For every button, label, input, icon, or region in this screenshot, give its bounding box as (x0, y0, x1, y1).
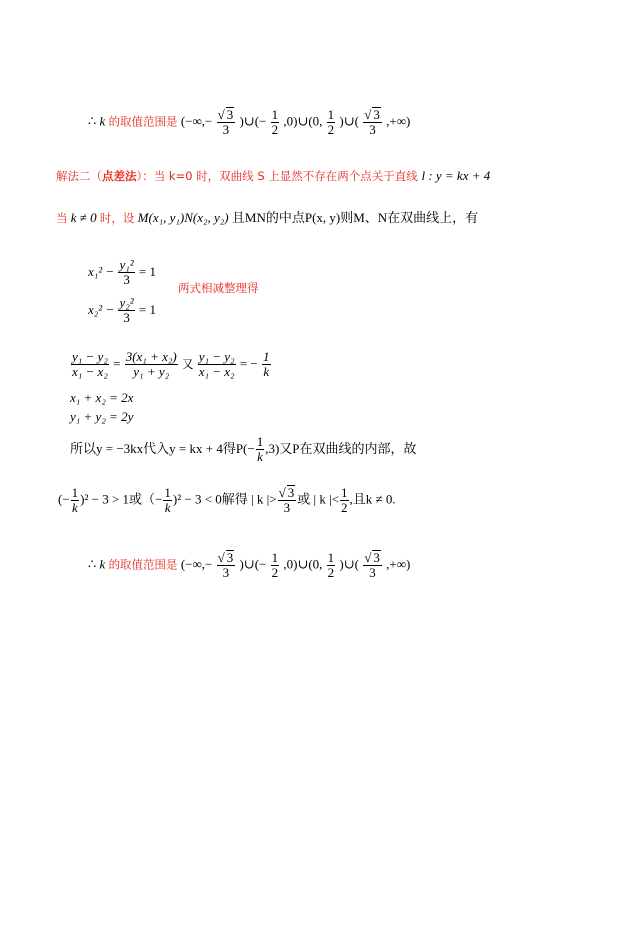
one-over-k: $\frac{1}{k}$ (164, 484, 171, 515)
and-word: 又 (181, 356, 194, 371)
interval-1-open: (−∞,− (180, 556, 213, 572)
midpoint-fraction: $\frac{\text{3(x₁ + x₂)}}{\text{y₁ + y₂}}$ (125, 349, 177, 380)
fraction-sqrt3-over-3: $\frac{√ 3}{3}$ (364, 550, 380, 581)
sum-y: y₁ + y₂ = 2y (70, 409, 134, 424)
neg-reciprocal-k: $\frac{1}{k}$ (263, 349, 270, 380)
fraction-one-half: $\frac{1}{2}$ (271, 549, 279, 580)
sum-x: x₁ + x₂ = 2x (70, 390, 134, 405)
fraction-sqrt3-over-3: $\frac{√ 3}{3}$ (217, 550, 234, 581)
fraction-one-half: $\frac{1}{2}$ (341, 484, 348, 515)
fraction-sqrt3-over-3: $\frac{√ 3}{3}$ (217, 107, 234, 138)
interval-1-close: )∪(− (239, 556, 267, 572)
setup-text-let: 时，设 (99, 211, 135, 225)
result-line-top (88, 107, 410, 138)
equals-sign: = (113, 355, 121, 371)
range-label: 的取值范围是 (108, 114, 178, 129)
one-over-k: $\frac{1}{k}$ (71, 484, 79, 515)
slope-fraction: $\frac{\text{y₁ − y₂}}{\text{x₁ − x₂}}$ (72, 349, 108, 380)
ineq-part4: 或 | k |< (297, 491, 340, 507)
interval-2-close: ,0)∪(0, (283, 113, 323, 129)
interval-4-close: ,+∞) (386, 113, 411, 129)
one-over-k: $\frac{1}{k}$ (256, 434, 264, 465)
inequality-line (58, 485, 396, 516)
fraction-sqrt3-over-3: $\frac{√ 3}{3}$ (278, 485, 295, 516)
setup-text-when: 当 (56, 211, 68, 225)
line-equation: l : y = kx + 4 (421, 168, 491, 183)
ineq-part3: )² − 3 < 0解得 | k |> (172, 491, 277, 507)
var-k: k (99, 556, 106, 572)
interval-4-close: ,+∞) (386, 556, 411, 572)
slope-relation (70, 350, 272, 380)
system-eq1 (88, 258, 156, 288)
setup-condition: k ≠ 0 (70, 210, 97, 225)
result-line-bottom (88, 550, 410, 581)
eq2-left: x₂² − (88, 301, 118, 317)
interval-3-close: )∪( (339, 113, 359, 129)
system-eq2 (88, 296, 156, 326)
range-label: 的取值范围是 (108, 557, 178, 572)
method2-heading (56, 169, 490, 183)
fraction-one-half: $\frac{1}{2}$ (327, 549, 335, 580)
eq1-right: = 1 (135, 263, 156, 279)
interval-1-open: (−∞,− (180, 113, 213, 129)
substitution-a: 所以y = −3kx代入y = kx + 4得P(− (70, 440, 255, 456)
interval-3-close: )∪( (339, 556, 359, 572)
ineq-part1: (− (58, 491, 70, 507)
eq1-left: x₁² − (88, 263, 118, 279)
substitution-b: ,3)又P在双曲线的内部，故 (265, 440, 417, 456)
ineq-part5: ,且k ≠ 0. (349, 491, 396, 507)
slope-fraction-2: $\frac{\text{y₁ − y₂}}{\text{x₁ − x₂}}$ (198, 349, 235, 380)
method2-title: 解法二（ (56, 169, 102, 183)
interval-1-close: )∪(− (239, 113, 267, 129)
method2-bold: 点差法 (102, 169, 137, 183)
equals-neg: = − (239, 355, 258, 371)
fraction-sqrt3-over-3: $\frac{√ 3}{3}$ (364, 107, 380, 138)
eq1-fraction: $\frac{\text{y₁²}}{3}$ (119, 257, 134, 288)
ineq-part2: )² − 3 > 1或（− (80, 491, 163, 507)
subtract-note: 两式相减整理得 (178, 281, 259, 295)
eq2-fraction: $\frac{\text{y₂²}}{3}$ (119, 295, 134, 326)
setup-text-midpoint: 且MN的中点P(x, y)则M、N在双曲线上，有 (231, 210, 479, 225)
interval-2-close: ,0)∪(0, (283, 556, 323, 572)
setup-line (56, 211, 478, 225)
therefore-symbol: ∴ (88, 113, 97, 129)
var-k: k (99, 113, 106, 129)
substitution-line (70, 435, 417, 465)
fraction-one-half: $\frac{1}{2}$ (271, 106, 279, 137)
method2-title-end: ）：当 k=0 时，双曲线 S 上显然不存在两个点关于直线 (136, 169, 418, 183)
eq2-right: = 1 (135, 301, 156, 317)
setup-points: M(x₁, y₁)N(x₂, y₂) (137, 210, 229, 225)
therefore-symbol: ∴ (88, 556, 97, 572)
fraction-one-half: $\frac{1}{2}$ (327, 106, 335, 137)
